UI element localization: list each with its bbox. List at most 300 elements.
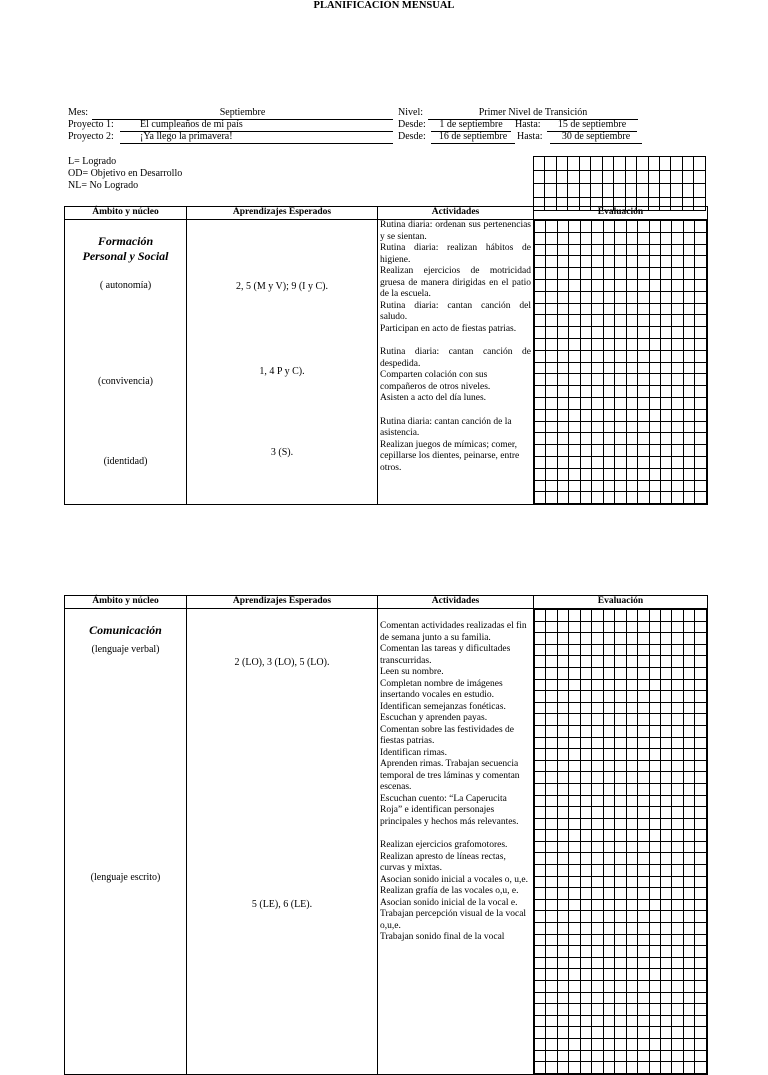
evaluation-grid-cell bbox=[603, 644, 614, 656]
evaluation-grid-cell bbox=[546, 876, 557, 888]
evaluation-grid-cell bbox=[672, 923, 683, 935]
evaluation-grid-cell bbox=[672, 899, 683, 911]
evaluation-grid-cell bbox=[580, 923, 591, 935]
evaluation-grid-cell bbox=[535, 386, 546, 398]
evaluation-grid-cell bbox=[569, 386, 580, 398]
evaluation-grid-cell bbox=[626, 818, 637, 830]
evaluation-grid-cell bbox=[683, 221, 694, 233]
evaluation-grid-cell bbox=[660, 221, 671, 233]
evaluation-grid-row bbox=[535, 818, 707, 830]
planning-table-1 bbox=[64, 206, 708, 505]
evaluation-grid-cell bbox=[638, 876, 649, 888]
evaluation-grid-cell bbox=[603, 480, 614, 492]
evaluation-grid-cell bbox=[603, 992, 614, 1004]
evaluation-grid-cell bbox=[695, 492, 707, 504]
evaluation-grid-cell bbox=[591, 170, 602, 184]
evaluation-grid-cell bbox=[603, 232, 614, 244]
evaluation-grid-cell bbox=[683, 899, 694, 911]
evaluation-grid-cell bbox=[649, 232, 660, 244]
evaluation-grid-cell bbox=[535, 1015, 546, 1027]
evaluation-grid-cell bbox=[535, 633, 546, 645]
evaluation-grid-cell bbox=[546, 397, 557, 409]
evaluation-grid-cell bbox=[569, 702, 580, 714]
evaluation-grid-cell bbox=[683, 291, 694, 303]
evaluation-grid-cell bbox=[580, 911, 591, 923]
evaluation-grid-cell bbox=[557, 702, 568, 714]
evaluation-grid-cell bbox=[672, 981, 683, 993]
evaluation-grid-cell bbox=[546, 992, 557, 1004]
evaluation-grid-cell bbox=[695, 468, 707, 480]
evaluation-grid-cell bbox=[592, 725, 603, 737]
evaluation-grid-row bbox=[535, 807, 707, 819]
evaluation-grid-row bbox=[535, 338, 707, 350]
evaluation-grid-cell bbox=[626, 221, 637, 233]
evaluation-grid-cell bbox=[638, 1050, 649, 1062]
evaluation-grid-cell bbox=[557, 268, 568, 280]
evaluation-grid-cell bbox=[546, 1004, 557, 1016]
evaluation-grid-cell bbox=[626, 397, 637, 409]
evaluation-grid-cell bbox=[660, 315, 671, 327]
evaluation-grid-cell bbox=[672, 232, 683, 244]
evaluation-grid-cell bbox=[546, 807, 557, 819]
evaluation-grid-row bbox=[535, 621, 707, 633]
evaluation-grid-cell bbox=[626, 691, 637, 703]
evaluation-grid-cell bbox=[603, 633, 614, 645]
evaluation-grid-cell bbox=[695, 841, 707, 853]
evaluation-grid-cell bbox=[557, 760, 568, 772]
evaluation-grid-cell bbox=[649, 291, 660, 303]
evaluation-grid-cell bbox=[580, 888, 591, 900]
evaluation-grid-cell bbox=[535, 749, 546, 761]
evaluation-grid-cell bbox=[649, 807, 660, 819]
evaluation-grid-cell bbox=[546, 386, 557, 398]
evaluation-grid-cell bbox=[683, 1004, 694, 1016]
evaluation-grid-cell bbox=[535, 492, 546, 504]
evaluation-grid-row bbox=[535, 725, 707, 737]
evaluation-grid-row bbox=[535, 749, 707, 761]
evaluation-grid-cell bbox=[580, 456, 591, 468]
evaluation-grid-cell bbox=[569, 807, 580, 819]
evaluation-grid-cell bbox=[649, 656, 660, 668]
evaluation-grid-cell bbox=[592, 969, 603, 981]
desde1-value: 1 de septiembre bbox=[431, 119, 511, 132]
evaluation-grid-cell bbox=[592, 268, 603, 280]
evaluation-grid-cell bbox=[556, 157, 567, 171]
evaluation-grid-cell bbox=[580, 830, 591, 842]
evaluation-grid-cell bbox=[615, 981, 626, 993]
desde1-label: Desde: bbox=[398, 119, 426, 130]
evaluation-grid-cell bbox=[638, 338, 649, 350]
evaluation-grid-cell bbox=[602, 184, 613, 198]
evaluation-grid-row bbox=[535, 244, 707, 256]
evaluation-grid-cell bbox=[615, 468, 626, 480]
evaluation-grid-cell bbox=[592, 807, 603, 819]
evaluation-grid-cell bbox=[592, 934, 603, 946]
evaluation-grid-cell bbox=[546, 633, 557, 645]
evaluation-grid-cell bbox=[592, 691, 603, 703]
evaluation-grid-cell bbox=[580, 633, 591, 645]
evaluation-grid-cell bbox=[592, 350, 603, 362]
evaluation-grid-row bbox=[535, 830, 707, 842]
evaluation-grid-row bbox=[535, 656, 707, 668]
evaluation-grid-cell bbox=[535, 783, 546, 795]
evaluation-grid-cell bbox=[660, 303, 671, 315]
evaluation-grid-cell bbox=[592, 621, 603, 633]
evaluation-grid-cell bbox=[557, 923, 568, 935]
evaluation-grid-cell bbox=[569, 957, 580, 969]
evaluation-grid-cell bbox=[660, 492, 671, 504]
evaluation-grid-cell bbox=[626, 468, 637, 480]
evaluation-grid-cell bbox=[535, 362, 546, 374]
evaluation-grid-cell bbox=[615, 256, 626, 268]
evaluation-grid-cell bbox=[615, 992, 626, 1004]
evaluation-grid-cell bbox=[546, 315, 557, 327]
evaluation-grid-cell bbox=[695, 610, 707, 622]
evaluation-grid-cell bbox=[535, 468, 546, 480]
evaluation-grid-cell bbox=[592, 667, 603, 679]
evaluation-grid-cell bbox=[672, 830, 683, 842]
evaluation-grid-cell bbox=[603, 409, 614, 421]
evaluation-grid-cell bbox=[569, 256, 580, 268]
evaluation-grid-cell bbox=[672, 1062, 683, 1074]
evaluation-grid-cell bbox=[660, 772, 671, 784]
evaluation-grid-cell bbox=[625, 170, 636, 184]
evaluation-grid-cell bbox=[592, 679, 603, 691]
evaluation-grid-cell bbox=[580, 725, 591, 737]
evaluation-grid-cell bbox=[603, 256, 614, 268]
evaluation-grid-row bbox=[535, 386, 707, 398]
evaluation-grid-cell bbox=[638, 992, 649, 1004]
evaluation-grid-cell bbox=[695, 303, 707, 315]
evaluation-grid-cell bbox=[569, 760, 580, 772]
evaluation-grid-cell bbox=[638, 397, 649, 409]
actividad-item: Escuchan cuento: “La Caperucita Roja” e identifican personajes principales y hechos más relevantes. bbox=[380, 793, 519, 827]
evaluation-grid-cell bbox=[683, 679, 694, 691]
evaluation-grid-cell bbox=[626, 315, 637, 327]
evaluation-grid-cell bbox=[603, 445, 614, 457]
evaluation-grid-cell bbox=[580, 644, 591, 656]
evaluation-grid-cell bbox=[591, 184, 602, 198]
evaluation-grid-cell bbox=[683, 934, 694, 946]
evaluation-grid-cell bbox=[569, 1004, 580, 1016]
evaluation-grid-cell bbox=[535, 795, 546, 807]
proyecto1-value: El cumpleaños de mi país bbox=[120, 119, 393, 132]
evaluation-grid-cell bbox=[683, 621, 694, 633]
evaluation-grid-cell bbox=[615, 795, 626, 807]
evaluation-grid-cell bbox=[569, 969, 580, 981]
evaluation-grid-cell bbox=[638, 256, 649, 268]
evaluation-grid-row bbox=[534, 157, 706, 171]
evaluation-grid-cell bbox=[546, 714, 557, 726]
evaluation-grid-cell bbox=[660, 1050, 671, 1062]
evaluation-grid-cell bbox=[592, 795, 603, 807]
evaluation-grid-cell bbox=[592, 221, 603, 233]
evaluation-grid-cell bbox=[638, 480, 649, 492]
evaluation-grid-cell bbox=[546, 445, 557, 457]
evaluation-grid-cell bbox=[626, 409, 637, 421]
evaluation-grid-cell bbox=[615, 350, 626, 362]
evaluation-grid-cell bbox=[660, 327, 671, 339]
evaluation-grid-cell bbox=[535, 279, 546, 291]
evaluation-grid-cell bbox=[603, 421, 614, 433]
evaluation-grid-cell bbox=[603, 1027, 614, 1039]
evaluation-grid-cell bbox=[695, 899, 707, 911]
evaluation-grid-cell bbox=[569, 291, 580, 303]
evaluation-grid-cell bbox=[569, 992, 580, 1004]
evaluation-grid-cell bbox=[683, 1015, 694, 1027]
evaluation-grid-cell bbox=[557, 492, 568, 504]
evaluation-grid-cell bbox=[649, 1038, 660, 1050]
evaluation-grid-cell bbox=[638, 409, 649, 421]
evaluation-grid-cell bbox=[557, 1062, 568, 1074]
evaluation-grid-cell bbox=[535, 303, 546, 315]
evaluation-grid-cell bbox=[569, 795, 580, 807]
evaluation-grid-cell bbox=[649, 737, 660, 749]
evaluation-grid-cell bbox=[672, 621, 683, 633]
evaluation-grid-cell bbox=[672, 691, 683, 703]
evaluation-grid-cell bbox=[683, 1027, 694, 1039]
evaluation-grid-cell bbox=[603, 934, 614, 946]
evaluation-grid-cell bbox=[660, 783, 671, 795]
evaluation-grid-cell bbox=[683, 480, 694, 492]
evaluation-grid-cell bbox=[672, 957, 683, 969]
evaluation-grid-cell bbox=[683, 1050, 694, 1062]
evaluation-grid-cell bbox=[695, 1015, 707, 1027]
evaluation-grid-cell bbox=[649, 725, 660, 737]
evaluation-grid-cell bbox=[695, 737, 707, 749]
evaluation-grid-cell bbox=[546, 644, 557, 656]
evaluation-grid-cell bbox=[603, 656, 614, 668]
evaluation-grid-cell bbox=[615, 946, 626, 958]
evaluation-grid-cell bbox=[580, 749, 591, 761]
actividades-cell bbox=[378, 220, 534, 505]
evaluation-grid-cell bbox=[615, 232, 626, 244]
evaluation-grid-cell bbox=[602, 170, 613, 184]
evaluation-grid-cell bbox=[592, 1062, 603, 1074]
evaluation-grid-cell bbox=[557, 386, 568, 398]
evaluation-grid-cell bbox=[683, 691, 694, 703]
evaluation-grid-cell bbox=[672, 221, 683, 233]
evaluation-grid-cell bbox=[592, 244, 603, 256]
evaluation-grid-cell bbox=[671, 184, 682, 198]
evaluation-grid-row bbox=[535, 456, 707, 468]
evaluation-grid-cell bbox=[638, 268, 649, 280]
evaluation-grid-cell bbox=[569, 1027, 580, 1039]
aprendizajes-autonomia: 2, 5 (M y V); 9 (I y C). bbox=[235, 281, 329, 292]
evaluation-grid-cell bbox=[695, 807, 707, 819]
evaluation-grid-cell bbox=[592, 841, 603, 853]
evaluation-grid-cell bbox=[672, 480, 683, 492]
evaluation-grid-row bbox=[535, 492, 707, 504]
evaluation-grid-cell bbox=[637, 157, 648, 171]
evaluation-grid-cell bbox=[649, 899, 660, 911]
evaluation-grid-cell bbox=[683, 232, 694, 244]
evaluation-grid-cell bbox=[580, 468, 591, 480]
evaluation-grid-cell bbox=[695, 946, 707, 958]
evaluation-grid-cell bbox=[592, 783, 603, 795]
actividad-item: Rutina diaria: cantan canción del saludo. bbox=[380, 300, 531, 322]
evaluation-grid-cell bbox=[638, 492, 649, 504]
evaluation-grid-cell bbox=[534, 157, 545, 171]
evaluation-grid-cell bbox=[615, 830, 626, 842]
evaluation-grid-row bbox=[535, 433, 707, 445]
evaluation-grid-cell bbox=[592, 374, 603, 386]
evaluation-grid-cell bbox=[615, 923, 626, 935]
evaluation-grid-cell bbox=[625, 184, 636, 198]
evaluation-grid-cell bbox=[683, 807, 694, 819]
evaluation-grid-cell bbox=[557, 433, 568, 445]
evaluation-grid-cell bbox=[626, 338, 637, 350]
evaluation-grid-cell bbox=[592, 468, 603, 480]
evaluation-grid-cell bbox=[557, 714, 568, 726]
evaluation-grid-cell bbox=[546, 656, 557, 668]
evaluation-grid-cell bbox=[638, 433, 649, 445]
evaluation-grid-cell bbox=[535, 244, 546, 256]
evaluation-grid-cell bbox=[683, 409, 694, 421]
evaluation-grid-cell bbox=[626, 876, 637, 888]
evaluation-grid-cell bbox=[638, 969, 649, 981]
evaluation-grid-cell bbox=[546, 268, 557, 280]
mes-value: Septiembre bbox=[92, 107, 393, 120]
evaluation-grid-cell bbox=[638, 737, 649, 749]
evaluation-grid-cell bbox=[649, 702, 660, 714]
evaluation-grid-row bbox=[535, 899, 707, 911]
evaluation-grid-cell bbox=[592, 946, 603, 958]
evaluation-grid-cell bbox=[638, 232, 649, 244]
evaluation-grid-cell bbox=[546, 957, 557, 969]
evaluation-grid-cell bbox=[638, 350, 649, 362]
evaluation-grid-cell bbox=[546, 760, 557, 772]
evaluation-grid-cell bbox=[649, 957, 660, 969]
evaluation-grid-cell bbox=[557, 679, 568, 691]
evaluation-grid-cell bbox=[535, 911, 546, 923]
evaluation-grid-row bbox=[534, 170, 706, 184]
evaluation-grid-cell bbox=[660, 445, 671, 457]
evaluation-grid-cell bbox=[592, 433, 603, 445]
evaluation-grid-cell bbox=[557, 445, 568, 457]
evaluation-grid-cell bbox=[683, 268, 694, 280]
evaluation-grid-cell bbox=[672, 749, 683, 761]
evaluation-grid-cell bbox=[535, 807, 546, 819]
evaluation-grid-cell bbox=[534, 184, 545, 198]
evaluation-grid-cell bbox=[535, 610, 546, 622]
evaluation-grid-cell bbox=[535, 1050, 546, 1062]
evaluation-grid-cell bbox=[626, 327, 637, 339]
evaluation-grid-cell bbox=[649, 946, 660, 958]
evaluation-grid-cell bbox=[569, 865, 580, 877]
evaluation-grid-cell bbox=[638, 279, 649, 291]
evaluation-grid-cell bbox=[638, 456, 649, 468]
evaluation-grid-cell bbox=[535, 656, 546, 668]
evaluation-grid-cell bbox=[557, 1004, 568, 1016]
evaluation-grid-row bbox=[535, 691, 707, 703]
evaluation-grid-cell bbox=[557, 1050, 568, 1062]
evaluation-grid-cell bbox=[535, 772, 546, 784]
evaluation-grid-cell bbox=[626, 1050, 637, 1062]
evaluation-grid-cell bbox=[546, 679, 557, 691]
evaluation-grid-cell bbox=[626, 633, 637, 645]
evaluation-grid-cell bbox=[615, 268, 626, 280]
evaluation-grid-cell bbox=[660, 291, 671, 303]
evaluation-grid-cell bbox=[672, 1038, 683, 1050]
evaluation-grid-cell bbox=[592, 981, 603, 993]
evaluation-grid-cell bbox=[603, 772, 614, 784]
aprendizajes-cell bbox=[187, 220, 378, 505]
evaluation-grid-cell bbox=[580, 362, 591, 374]
evaluation-grid-cell bbox=[569, 749, 580, 761]
evaluation-grid-cell bbox=[683, 1062, 694, 1074]
evaluation-grid-cell bbox=[638, 946, 649, 958]
evaluation-grid-cell bbox=[546, 923, 557, 935]
hasta1-label: Hasta: bbox=[515, 119, 541, 130]
evaluation-grid-cell bbox=[603, 667, 614, 679]
evaluation-grid-cell bbox=[638, 315, 649, 327]
evaluation-grid-cell bbox=[603, 1015, 614, 1027]
evaluation-grid-cell bbox=[683, 244, 694, 256]
evaluation-grid-cell bbox=[546, 327, 557, 339]
evaluation-grid-cell bbox=[672, 350, 683, 362]
evaluation-grid-cell bbox=[535, 679, 546, 691]
evaluation-grid-cell bbox=[672, 841, 683, 853]
evaluation-grid-cell bbox=[615, 338, 626, 350]
evaluation-grid-cell bbox=[592, 291, 603, 303]
evaluation-grid-cell bbox=[638, 303, 649, 315]
evaluation-grid-cell bbox=[580, 279, 591, 291]
col-actividades: Actividades bbox=[378, 596, 534, 609]
evaluation-grid-cell bbox=[615, 656, 626, 668]
evaluation-grid-cell bbox=[695, 421, 707, 433]
evaluation-grid-cell bbox=[672, 783, 683, 795]
aprendizajes-convivencia: 1, 4 P y C). bbox=[259, 365, 305, 377]
evaluation-grid-cell bbox=[569, 221, 580, 233]
evaluation-grid-cell bbox=[695, 1004, 707, 1016]
evaluation-grid-cell bbox=[626, 830, 637, 842]
evaluation-grid-cell bbox=[626, 279, 637, 291]
evaluation-grid-cell bbox=[695, 981, 707, 993]
evaluation-grid-cell bbox=[638, 807, 649, 819]
evaluation-grid-cell bbox=[557, 725, 568, 737]
evaluation-grid-row bbox=[535, 268, 707, 280]
actividad-item: Identifican rimas. bbox=[380, 747, 448, 758]
evaluation-grid-cell bbox=[638, 1038, 649, 1050]
evaluation-grid-cell bbox=[569, 911, 580, 923]
evaluation-grid-cell bbox=[683, 610, 694, 622]
evaluation-grid-cell bbox=[569, 853, 580, 865]
evaluation-grid-cell bbox=[579, 184, 590, 198]
evaluation-grid-cell bbox=[557, 783, 568, 795]
evaluation-grid-cell bbox=[614, 157, 625, 171]
evaluation-grid-cell bbox=[638, 911, 649, 923]
evaluation-grid-row bbox=[535, 232, 707, 244]
evaluation-grid-cell bbox=[603, 853, 614, 865]
evaluation-grid-cell bbox=[660, 644, 671, 656]
evaluation-grid-cell bbox=[615, 1038, 626, 1050]
evaluation-grid-row bbox=[535, 969, 707, 981]
evaluation-grid-cell bbox=[592, 279, 603, 291]
evaluation-grid-cell bbox=[580, 702, 591, 714]
evaluation-grid-cell bbox=[649, 633, 660, 645]
actividad-item: Trabajan percepción visual de la vocal o,u,e. bbox=[380, 909, 527, 931]
evaluation-grid-cell bbox=[580, 807, 591, 819]
evaluation-grid-cell bbox=[638, 725, 649, 737]
evaluation-grid-cell bbox=[603, 807, 614, 819]
evaluation-grid-cell bbox=[683, 957, 694, 969]
evaluation-grid-cell bbox=[672, 633, 683, 645]
evaluation-grid-cell bbox=[603, 1050, 614, 1062]
evaluation-grid-cell bbox=[535, 621, 546, 633]
evaluation-grid-cell bbox=[660, 992, 671, 1004]
evaluation-grid-cell bbox=[695, 679, 707, 691]
